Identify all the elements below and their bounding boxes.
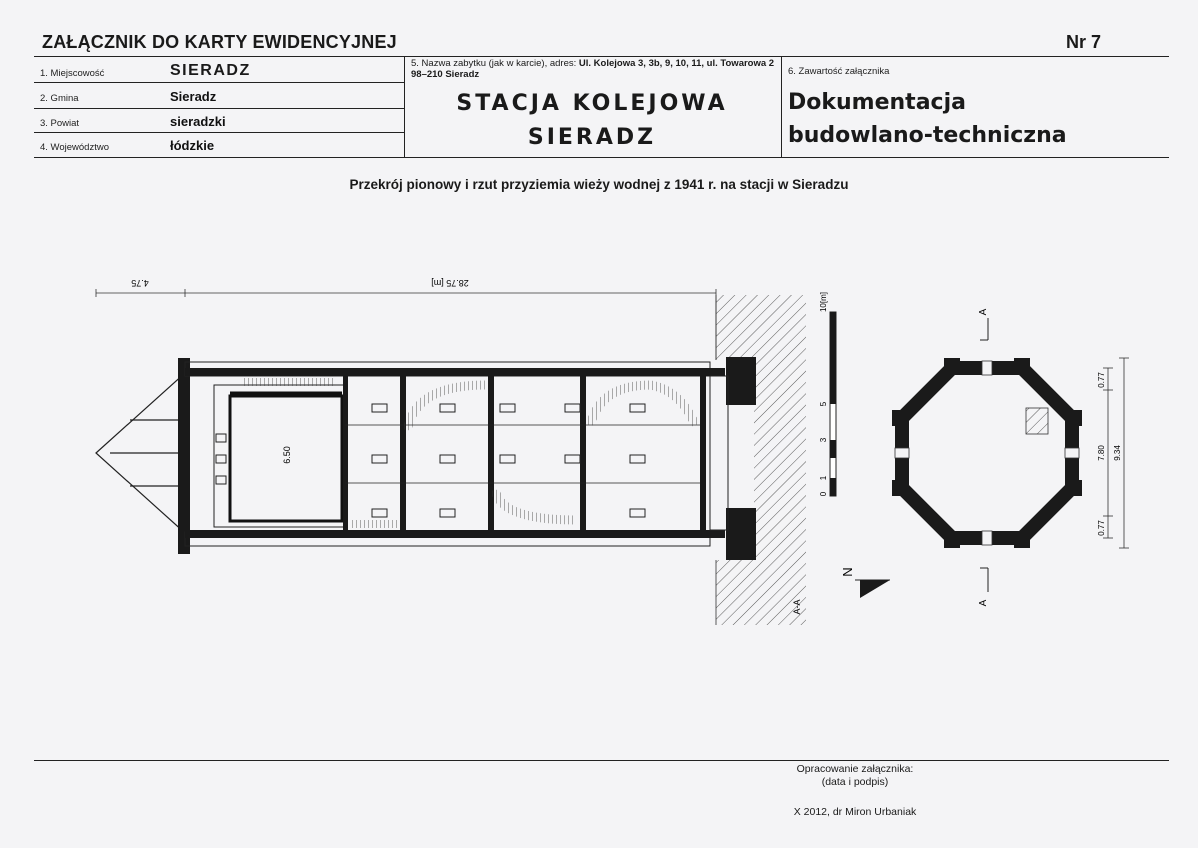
plan-mark-top: A [978,308,989,316]
monument-name-line2: SIERADZ [527,125,657,150]
field-value-town: SIERADZ [170,62,251,79]
drawing-caption: Przekrój pionowy i rzut przyziemia wieży wodnej z 1941 r. na stacji w Sieradzu [349,177,849,192]
scale-bar [830,312,836,496]
section-mark: A-A [792,599,802,615]
footer-date-sign: (data i podpis) [821,776,889,788]
field-label-town: 1. Miejscowość [40,68,105,79]
footer-author: X 2012, dr Miron Urbaniak [793,806,917,818]
field-label-county: 3. Powiat [40,118,80,129]
tower-section [178,357,756,560]
dimension-total [96,289,716,360]
dim-roof-label: 4.75 [131,278,149,288]
scale-tick-5: 5 [819,401,828,407]
field-label-voivodeship: 4. Województwo [40,142,109,153]
attachment-number: Nr 7 [1066,32,1102,52]
plan-dim-bottom: 0.77 [1097,520,1106,536]
monument-address-value: Ul. Kolejowa 3, 3b, 9, 10, 11, ul. Towarowa 2 98–210 Sieradz [411,58,775,80]
scale-tick-0: 0 [819,491,828,497]
field-value-county: sieradzki [170,114,226,129]
field-label-commune: 2. Gmina [40,93,79,104]
plan-mark-bottom: A [978,599,989,607]
field-value-commune: Sieradz [170,89,217,104]
dim-total-label: 28.75 [m] [431,278,469,288]
north-arrow-icon [855,580,890,598]
dim-tank-label: 6.50 [282,446,292,464]
monument-label: 5. Nazwa zabytku (jak w karcie), adres: [411,58,577,69]
attachment-title: ZAŁĄCZNIK DO KARTY EWIDENCYJNEJ [42,32,397,52]
scale-tick-3: 3 [819,437,828,443]
content-value-line1: Dokumentacja [788,90,966,115]
field-value-voivodeship: łódzkie [170,138,215,153]
footer-divider [34,760,1169,761]
plan-dim-outer: 9.34 [1113,445,1122,461]
scale-tick-1: 1 [819,475,828,481]
ground-floor-plan [892,318,1129,592]
footer-prepared: Opracowanie załącznika: [796,763,914,775]
north-label: N [840,567,855,577]
roof [96,373,185,533]
plan-dim-top: 0.77 [1097,372,1106,388]
content-value-line2: budowlano-techniczna [788,123,1067,148]
monument-name-line1: STACJA KOLEJOWA [456,91,728,116]
content-label: 6. Zawartość załącznika [788,66,890,77]
plan-dim-inner: 7.80 [1097,445,1106,461]
scale-unit: 10[m] [819,291,828,313]
